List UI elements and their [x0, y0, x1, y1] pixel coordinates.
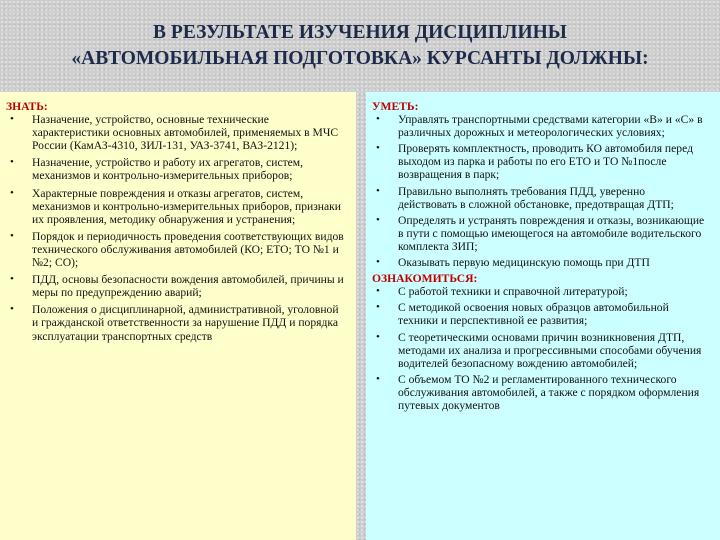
list-item-text: С работой техники и справочной литературой;	[398, 285, 628, 299]
bullet-icon: •	[10, 113, 14, 126]
know-list	[6, 113, 346, 343]
list-item-text: Правильно выполнять требования ПДД, уверенно действовать в сложной обстановке, предотвращая ДТП;	[398, 184, 674, 211]
list-item-text: Назначение, устройство, основные технические характеристики основных автомобилей, применяемых в МЧС России (КамАЗ-4310, ЗИЛ-131, УАЗ-3741, ВАЗ-2121);	[32, 113, 339, 153]
list-item-text: Управлять транспортными средствами категории «В» и «С» в различных дорожных и метеорологических условиях;	[398, 113, 703, 140]
list-item-text: Характерные повреждения и отказы агрегатов, систем, механизмов и контрольно-измерительных приборов, признаки их проявления, методику обнаружения и устранения;	[32, 186, 341, 226]
bullet-icon: •	[376, 330, 380, 343]
list-item	[6, 230, 346, 269]
list-item-text: С объемом ТО №2 и регламентированного технического обслуживания автомобилей, а также с порядком оформления путевых документов	[398, 372, 700, 412]
list-item	[372, 331, 706, 370]
title-line-2: «АВТОМОБИЛЬНАЯ ПОДГОТОВКА» КУРСАНТЫ ДОЛЖНЫ:	[71, 48, 649, 69]
list-item-text: Проверять комплектность, проводить КО автомобиля перед выходом из парка и работы по его ЕТО и ТО №1после возвращения в парк;	[398, 142, 693, 182]
bullet-icon: •	[376, 372, 380, 385]
list-item	[6, 113, 346, 152]
know-heading: ЗНАТЬ:	[6, 100, 48, 113]
familiarize-heading: ОЗНАКОМИТЬСЯ:	[372, 272, 478, 286]
list-item	[6, 187, 346, 226]
bullet-icon: •	[10, 273, 14, 286]
bullet-icon: •	[376, 256, 380, 269]
list-item	[372, 256, 706, 269]
page-title	[0, 20, 720, 72]
list-item-text: С теоретическими основами причин возникновения ДТП, методами их анализа и прогрессивными способами обучения водителей безопасному вождению автомобилей;	[398, 330, 702, 370]
list-item-text: Определять и устранять повреждения и отказы, возникающие в пути с помощью имеющегося на автомобиле водительского комплекта ЗИП;	[398, 213, 705, 253]
list-item-text: Положения о дисциплинарной, административной, уголовной и гражданской ответственности за нарушение ПДД и порядка эксплуатации транспортных средств	[32, 303, 339, 343]
list-item	[6, 303, 346, 342]
list-item	[372, 185, 706, 211]
list-item	[6, 156, 346, 182]
bullet-icon: •	[376, 213, 380, 226]
list-item	[372, 285, 706, 298]
list-item-text: ПДД, основы безопасности вождения автомобилей, причины и меры по предупреждению аварий;	[32, 273, 344, 300]
bullet-icon: •	[10, 229, 14, 242]
can-list	[372, 113, 706, 269]
bullet-icon: •	[376, 142, 380, 155]
bullet-icon: •	[376, 184, 380, 197]
skills-column	[366, 92, 720, 540]
bullet-icon: •	[376, 301, 380, 314]
list-item	[372, 214, 706, 253]
bullet-icon: •	[376, 113, 380, 126]
list-item	[6, 273, 346, 299]
bullet-icon: •	[376, 285, 380, 298]
list-item	[372, 301, 706, 327]
bullet-icon: •	[10, 186, 14, 199]
list-item-text: С методикой освоения новых образцов автомобильной техники и перспективной ее развития;	[398, 301, 669, 328]
list-item-text: Порядок и периодичность проведения соответствующих видов технического обслуживания автомобилей (КО; ЕТО; ТО №1 и №2; СО);	[32, 229, 344, 270]
list-item	[372, 373, 706, 412]
list-item-text: Оказывать первую медицинскую помощь при ДТП	[398, 256, 650, 270]
title-line-1: В РЕЗУЛЬТАТЕ ИЗУЧЕНИЯ ДИСЦИПЛИНЫ	[153, 22, 567, 43]
know-column	[0, 92, 356, 540]
bullet-icon: •	[10, 156, 14, 169]
list-item	[372, 113, 706, 139]
list-item	[372, 142, 706, 181]
can-heading: УМЕТЬ:	[372, 100, 419, 113]
list-item-text: Назначение, устройство и работу их агрегатов, систем, механизмов и контрольно-измерительных приборов;	[32, 156, 304, 183]
bullet-icon: •	[10, 303, 14, 316]
familiarize-list	[372, 285, 706, 412]
